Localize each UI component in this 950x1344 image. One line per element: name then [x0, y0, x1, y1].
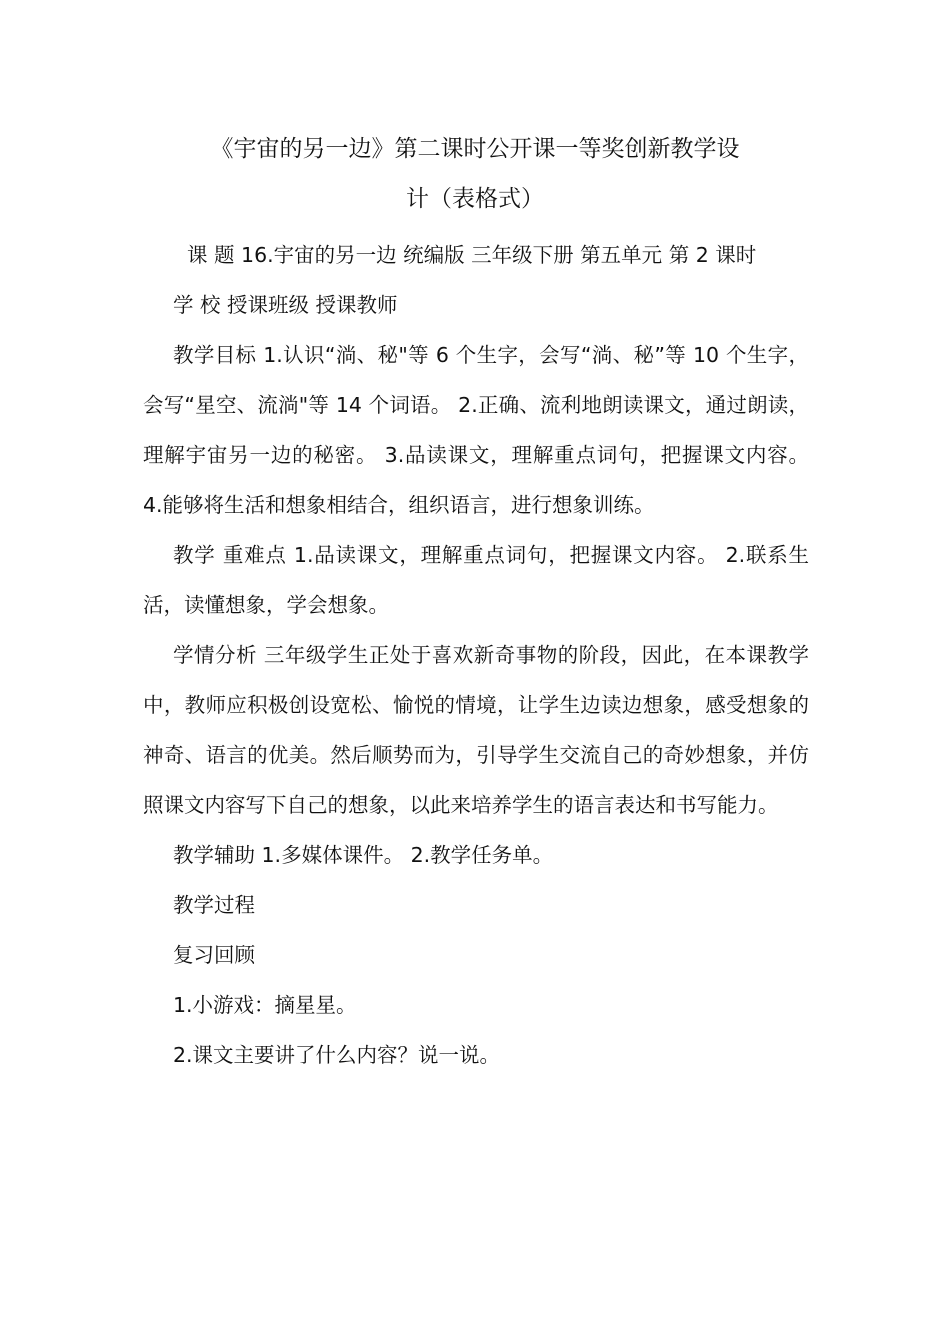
document-title-line-2: 计（表格式）	[406, 186, 544, 212]
school-class-teacher-paragraph: 学 校 授课班级 授课教师	[173, 293, 398, 317]
teaching-objectives-paragraph: 教学目标 1.认识“淌、秘"等 6 个生字，会写“淌、秘”等 10 个生字，会写“星空、流淌"等 14 个词语。 2.正确、流利地朗读课文，通过朗读，理解宇宙另一边的秘密。 3.品读课文，理解重点词句，把握课文内容。 4.能够将生活和想象相结合，组织语言，进行想象训练。	[143, 343, 809, 517]
document-body	[143, 230, 809, 1080]
review-item-1: 1.小游戏：摘星星。	[173, 993, 357, 1017]
key-difficulties-paragraph: 教学 重难点 1.品读课文，理解重点词句，把握课文内容。 2.联系生活，读懂想象，学会想象。	[143, 543, 809, 617]
learner-analysis-paragraph: 学情分析 三年级学生正处于喜欢新奇事物的阶段，因此，在本课教学中，教师应积极创设宽松、愉悦的情境，让学生边读边想象，感受想象的神奇、语言的优美。然后顺势而为，引导学生交流自己的奇妙想象，并仿照课文内容写下自己的想象，以此来培养学生的语言表达和书写能力。	[143, 643, 809, 817]
document-title-line-1: 《宇宙的另一边》第二课时公开课一等奖创新教学设	[210, 136, 740, 162]
review-heading: 复习回顾	[173, 943, 255, 967]
teaching-aids-paragraph: 教学辅助 1.多媒体课件。 2.教学任务单。	[173, 843, 554, 867]
teaching-process-heading: 教学过程	[173, 893, 255, 917]
lesson-topic-paragraph: 课 题 16.宇宙的另一边 统编版 三年级下册 第五单元 第 2 课时	[187, 243, 757, 267]
review-item-2: 2.课文主要讲了什么内容？说一说。	[173, 1043, 501, 1067]
